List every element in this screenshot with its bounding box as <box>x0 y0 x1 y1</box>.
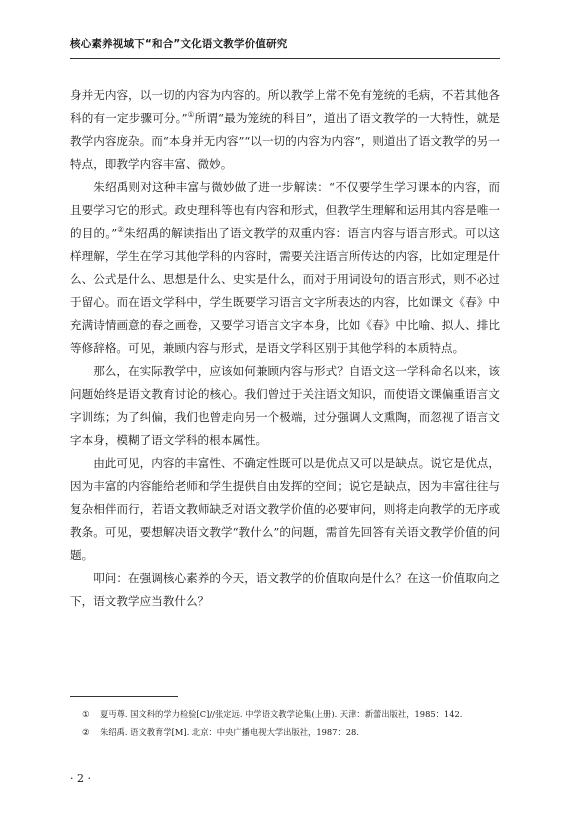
footnote-marker: ① <box>82 709 90 719</box>
paragraph-text: 叩问：在强调核心素养的今天，语文教学的价值取向是什么？在这一价值取向之下，语文教学应当教什么？ <box>70 571 500 608</box>
footnote-ref-2[interactable]: ② <box>117 225 125 234</box>
paragraph-text: 朱绍禹的解读指出了语文教学的双重内容：语言内容与语言形式。可以这样理解，学生在学习其他学科的内容时，需要关注语言所传达的内容，比如定理是什么、公式是什么、思想是什么、史实是什么，而对于用词设句的语言形式，则不必过于留心。而在语文学科中，学生既要学习语言文字所表达的内容，比如课文《春》中充满诗情画意的春之画卷，又要学习语言文字本身，比如《春》中比喻、拟人、排比等修辞格。可见，兼顾内容与形式，是语文学科区别于其他学科的本质特点。 <box>70 226 500 355</box>
footnote-ref-1[interactable]: ① <box>187 110 195 119</box>
body-text <box>70 84 500 613</box>
footnote-marker: ② <box>82 727 90 737</box>
footnote-2 <box>70 726 500 739</box>
paragraph-3 <box>70 360 500 452</box>
paragraph-text: 那么，在实际教学中，应该如何兼顾内容与形式？自语文这一学科命名以来，该问题始终是语文教育讨论的核心。我们曾过于关注语文知识，而使语文课偏重语言文字训练；为了纠偏，我们也曾走向另一个极端，过分强调人文熏陶，而忽视了语言文字本身，模糊了语文学科的根本属性。 <box>70 364 500 447</box>
paragraph-text: 身并无内容，以一切的内容为内容的。所以教学上常不免有笼统的毛病，不若其他各科的有一定步骤可分。” <box>70 88 500 125</box>
footnotes <box>70 708 500 744</box>
footnote-1 <box>70 708 500 721</box>
paragraph-2 <box>70 176 500 360</box>
paragraph-text: 所谓“最为笼统的科目”，道出了语文教学的一大特性，就是教学内容庞杂。而“本身并无内容”“以一切的内容为内容”，则道出了语文教学的另一特点，即教学内容丰富、微妙。 <box>70 111 500 171</box>
page-number: · 2 · <box>70 772 91 785</box>
header-rule <box>70 58 500 59</box>
paragraph-text: 朱绍禹则对这种丰富与微妙做了进一步解读：“不仅要学生学习课本的内容，而且要学习它的形式。政史理科等也有内容和形式，但教学生理解和运用其内容是唯一的目的。” <box>70 180 500 240</box>
footnote-text: 夏丏尊. 国文科的学力检验[C]//张定远. 中学语文教学论集(上册). 天津：新蕾出版社，1985：142. <box>100 709 463 719</box>
paragraph-4 <box>70 452 500 567</box>
paragraph-text: 由此可见，内容的丰富性、不确定性既可以是优点又可以是缺点。说它是优点，因为丰富的内容能给老师和学生提供自由发挥的空间；说它是缺点，因为丰富往往与复杂相伴而行，若语文教师缺乏对语文教学价值的必要审问，则将走向教学的无序或教条。可见，要想解决语文教学“教什么”的问题，需首先回答有关语文教学价值的问题。 <box>70 456 500 562</box>
paragraph-1 <box>70 84 500 176</box>
running-head: 核心素养视域下“和合”文化语文教学价值研究 <box>70 38 288 50</box>
paragraph-5 <box>70 567 500 613</box>
footnote-text: 朱绍禹. 语文教育学[M]. 北京：中央广播电视大学出版社，1987：28. <box>100 727 359 737</box>
footnote-rule <box>70 696 178 697</box>
